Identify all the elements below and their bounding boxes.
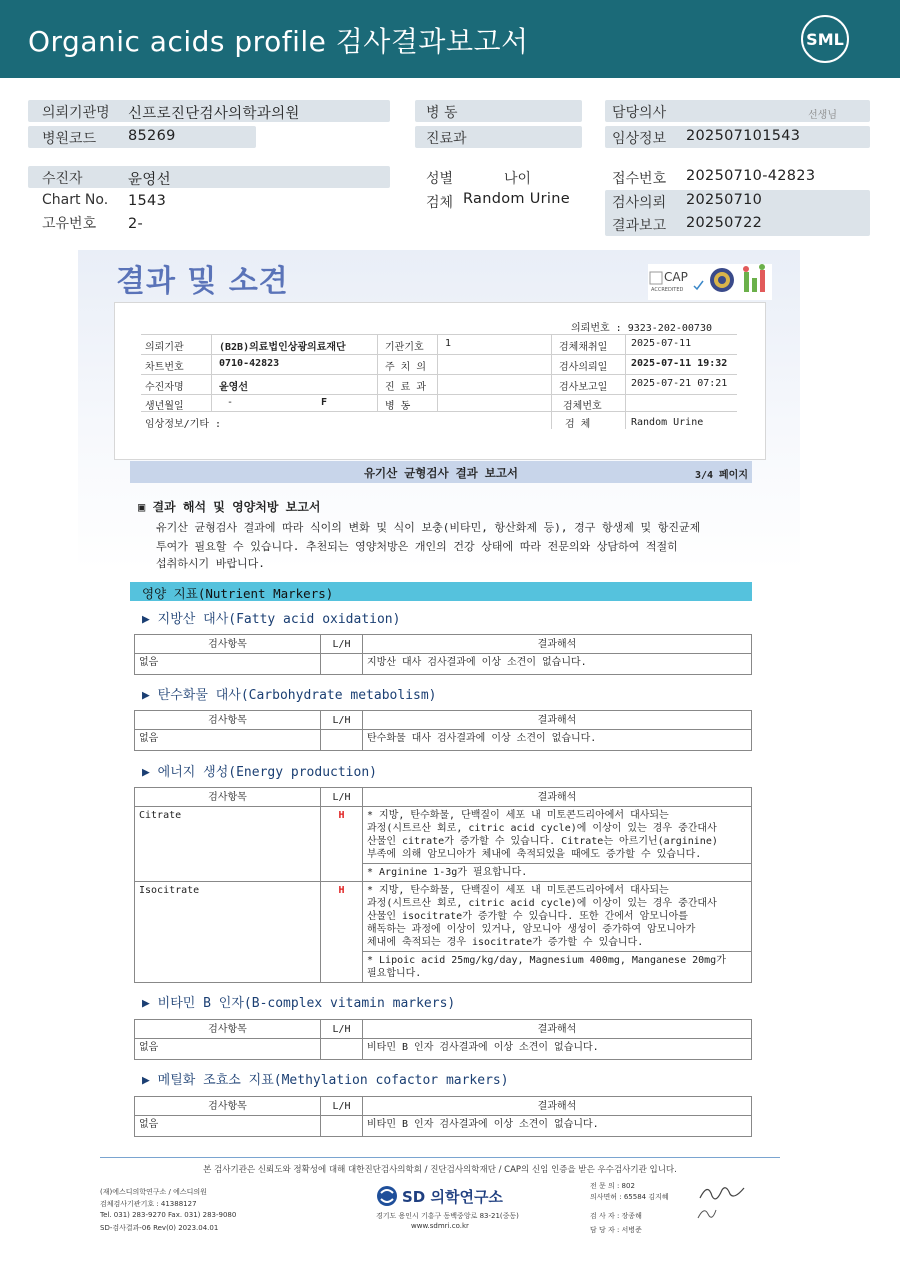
footer-divider [100, 1157, 780, 1158]
section-header [130, 461, 752, 483]
age-label: 나이 [504, 171, 532, 187]
col-lh: L/H [321, 635, 363, 654]
table-row [135, 654, 752, 675]
sd-name: SD 의학연구소 [402, 1188, 503, 1206]
fatty-acid-heading: ▶ 지방산 대사(Fatty acid oxidation) [142, 612, 401, 627]
report-date-label: 검사보고일 [559, 382, 608, 393]
fatty-acid-table [134, 634, 752, 675]
footer-note: 본 검사기관은 신뢰도와 정확성에 대해 대한진단검사의학회 / 진단검사의학재단 / CAP의 신임 인증을 받은 우수검사기관 입니다. [203, 1165, 677, 1175]
col-interp: 결과해석 [363, 635, 752, 654]
col-lh: L/H [321, 1020, 363, 1039]
footer-line: Tel. 031) 283-9270 Fax. 031) 283-9080 [100, 1211, 237, 1219]
unique-value: 2- [128, 216, 144, 232]
referring-org-label: 의뢰기관명 [42, 105, 110, 121]
flag-citrate: H [321, 807, 363, 882]
report-title: 결과 및 소견 [116, 264, 289, 299]
unique-label: 고유번호 [42, 216, 97, 232]
interp-cell: 탄수화물 대사 검사결과에 이상 소견이 없습니다. [363, 730, 752, 751]
interp-cell: 비타민 B 인자 검사결과에 이상 소견이 없습니다. [363, 1039, 752, 1060]
item-cell: 없음 [135, 730, 321, 751]
org-label: 의뢰기관 [145, 342, 184, 353]
receipt-value: 20250710-42823 [686, 168, 816, 184]
request-value: 20250710 [686, 192, 763, 208]
vitamin-b-heading: ▶ 비타민 B 인자(B-complex vitamin markers) [142, 996, 456, 1011]
flag-isocitrate: H [321, 882, 363, 983]
report-label: 결과보고 [612, 218, 667, 234]
interpretation-line: 투여가 필요할 수 있습니다. 추천되는 영양처방은 개인의 건강 상태에 따라 전문의와 상담하여 적절히 [156, 540, 678, 553]
attending-label: 주 치 의 [385, 362, 427, 373]
item-cell: 없음 [135, 654, 321, 675]
request-date-value: 2025-07-11 19:32 [631, 358, 728, 369]
doctor-label: 담당의사 [612, 105, 667, 121]
section-title: 유기산 균형검사 결과 보고서 [363, 466, 519, 480]
item-cell: 없음 [135, 1116, 321, 1137]
nutrient-markers-bar [130, 582, 752, 601]
carbohydrate-table [134, 710, 752, 751]
table-row [135, 1039, 752, 1060]
col-item: 검사항목 [135, 1097, 321, 1116]
col-lh: L/H [321, 711, 363, 730]
sd-address: 경기도 용인시 기흥구 동백중앙로 83-21(중동) [376, 1212, 519, 1220]
cap-text: CAP [664, 270, 688, 284]
col-interp: 결과해석 [363, 1020, 752, 1039]
item-cell-isocitrate: Isocitrate [135, 882, 321, 983]
request-label: 검사의뢰 [612, 195, 667, 211]
table-row [135, 1116, 752, 1137]
interp-cell-citrate: * 지방, 탄수화물, 단백질이 세포 내 미토콘드리아에서 대사되는 과정(시트르산 회로, citric acid cycle)에 이상이 있는 경우 중간대사 산물인 citrate가 증가할 수 있습니다. Citrate는 아르기닌(arginine) 부족에 의해 암모니아가 체내에 축적되었을 때에도 증가할 수 있습니다. [363, 807, 752, 864]
chart-label: Chart No. [42, 192, 109, 208]
page-title: Organic acids profile 검사결과보고서 [28, 25, 529, 58]
ward-label: 병 동 [426, 105, 458, 121]
specimen-no-label: 검체번호 [563, 401, 602, 412]
col-item: 검사항목 [135, 635, 321, 654]
specimen-label: 검체 [426, 195, 454, 211]
nutrient-markers-title: 영양 지표(Nutrient Markers) [142, 586, 334, 601]
report-ward-label: 병 동 [385, 401, 411, 412]
sml-logo-text: SML [806, 30, 844, 49]
sd-web: www.sdmri.co.kr [411, 1222, 469, 1230]
dept-label: 진료과 [426, 131, 467, 147]
patient-label: 수진자 [42, 171, 83, 187]
col-item: 검사항목 [135, 711, 321, 730]
code-value: 1 [445, 338, 452, 349]
interpretation-heading: ▣ 결과 해석 및 영양처방 보고서 [138, 500, 321, 514]
item-cell-citrate: Citrate [135, 807, 321, 882]
signature-icon [694, 1178, 754, 1228]
footer-line: SD-검사결과-06 Rev(0) 2023.04.01 [100, 1224, 219, 1232]
sex-value: F [321, 397, 328, 408]
collect-value: 2025-07-11 [631, 338, 692, 349]
request-date-label: 검사의뢰일 [559, 362, 608, 373]
cap-sub-text: ACCREDITED [651, 287, 684, 293]
hospital-code-value: 85269 [128, 128, 176, 144]
top-header [0, 0, 900, 78]
lh-cell [321, 730, 363, 751]
birth-value: - [227, 397, 234, 408]
report-page [78, 250, 800, 1150]
chart-no-label: 차트번호 [145, 362, 184, 373]
referring-org-value: 신프로진단검사의학과의원 [128, 106, 300, 122]
code-label: 기관기호 [385, 342, 424, 353]
signature-line: 검 사 자 : 장종해 [590, 1212, 642, 1220]
signature-line: 담 당 자 : 서병준 [590, 1226, 642, 1234]
col-interp: 결과해석 [363, 711, 752, 730]
col-item: 검사항목 [135, 788, 321, 807]
hospital-code-label: 병원코드 [42, 131, 97, 147]
rx-cell-isocitrate: * Lipoic acid 25mg/kg/day, Magnesium 400mg, Manganese 20mg가 필요합니다. [363, 952, 752, 983]
birth-label: 생년월일 [145, 401, 184, 412]
request-number: 의뢰번호 : 9323-202-00730 [571, 323, 712, 334]
receipt-label: 접수번호 [612, 171, 667, 187]
lh-cell [321, 654, 363, 675]
report-specimen-label: 검 체 [565, 419, 591, 430]
signature-line: 의사면허 : 65584 김지혜 [590, 1193, 669, 1201]
specimen-value: Random Urine [463, 191, 570, 207]
lh-cell [321, 1039, 363, 1060]
methylation-table [134, 1096, 752, 1137]
cert-logos [648, 264, 772, 300]
col-lh: L/H [321, 1097, 363, 1116]
interpretation-line: 섭취하시기 바랍니다. [156, 557, 265, 570]
table-row-citrate [135, 807, 752, 864]
patient-name-value: 윤영선 [219, 382, 248, 393]
footer-line: 검체검사기관기호 : 41388127 [100, 1200, 197, 1208]
footer-line: (재)에스디의학연구소 / 에스디의원 [100, 1188, 207, 1196]
energy-heading: ▶ 에너지 생성(Energy production) [142, 765, 377, 780]
carbohydrate-heading: ▶ 탄수화물 대사(Carbohydrate metabolism) [142, 688, 437, 703]
report-info-table [114, 302, 766, 460]
collect-label: 검체채취일 [559, 342, 608, 353]
interp-cell: 지방산 대사 검사결과에 이상 소견이 없습니다. [363, 654, 752, 675]
clinical-label: 임상정보 [612, 131, 667, 147]
chart-value: 1543 [128, 193, 167, 209]
rx-cell-citrate: * Arginine 1-3g가 필요합니다. [363, 864, 752, 882]
sd-logo-icon [376, 1184, 506, 1208]
patient-value: 윤영선 [128, 172, 171, 188]
clinical-etc-label: 임상정보/기타 : [145, 419, 222, 430]
report-specimen-value: Random Urine [631, 417, 704, 428]
sd-logo [376, 1184, 506, 1212]
interpretation-line: 유기산 균형검사 결과에 따라 식이의 변화 및 식이 보충(비타민, 항산화제 등), 경구 항생제 및 항진균제 [156, 521, 701, 534]
report-date-value: 2025-07-21 07:21 [631, 378, 728, 389]
col-item: 검사항목 [135, 1020, 321, 1039]
patient-name-label: 수진자명 [145, 382, 184, 393]
signature-line: 전 문 의 : 802 [590, 1182, 635, 1190]
org-value: (B2B)의료법인상광의료재단 [219, 342, 346, 353]
vitamin-b-table [134, 1019, 752, 1060]
col-interp: 결과해석 [363, 788, 752, 807]
sml-logo [798, 14, 852, 64]
clinical-value: 202507101543 [686, 128, 801, 144]
sex-label: 성별 [426, 171, 454, 187]
interp-cell-isocitrate: * 지방, 탄수화물, 단백질이 세포 내 미토콘드리아에서 대사되는 과정(시트르산 회로, citric acid cycle)에 이상이 있는 경우 중간대사 산물인 isocitrate가 증가할 수 있습니다. 또한 간에서 암모니아를 해독하는 과정에 이상이 있거나, 암모니아 생성이 증가하여 암모니아가 체내에 축적되는 경우 isocitrate가 증가할 수 있습니다. [363, 882, 752, 952]
page-indicator: 3/4 페이지 [694, 470, 748, 481]
lh-cell [321, 1116, 363, 1137]
table-row-isocitrate [135, 882, 752, 952]
item-cell: 없음 [135, 1039, 321, 1060]
table-row [135, 730, 752, 751]
interp-cell: 비타민 B 인자 검사결과에 이상 소견이 없습니다. [363, 1116, 752, 1137]
col-lh: L/H [321, 788, 363, 807]
energy-table [134, 787, 752, 983]
methylation-heading: ▶ 메틸화 조효소 지표(Methylation cofactor markers) [142, 1073, 509, 1088]
doctor-suffix: 선생님 [808, 110, 837, 121]
report-value: 20250722 [686, 215, 763, 231]
report-dept-label: 진 료 과 [385, 382, 427, 393]
chart-no-value: 0710-42823 [219, 358, 280, 369]
cap-accredited-icon [648, 264, 772, 300]
col-interp: 결과해석 [363, 1097, 752, 1116]
